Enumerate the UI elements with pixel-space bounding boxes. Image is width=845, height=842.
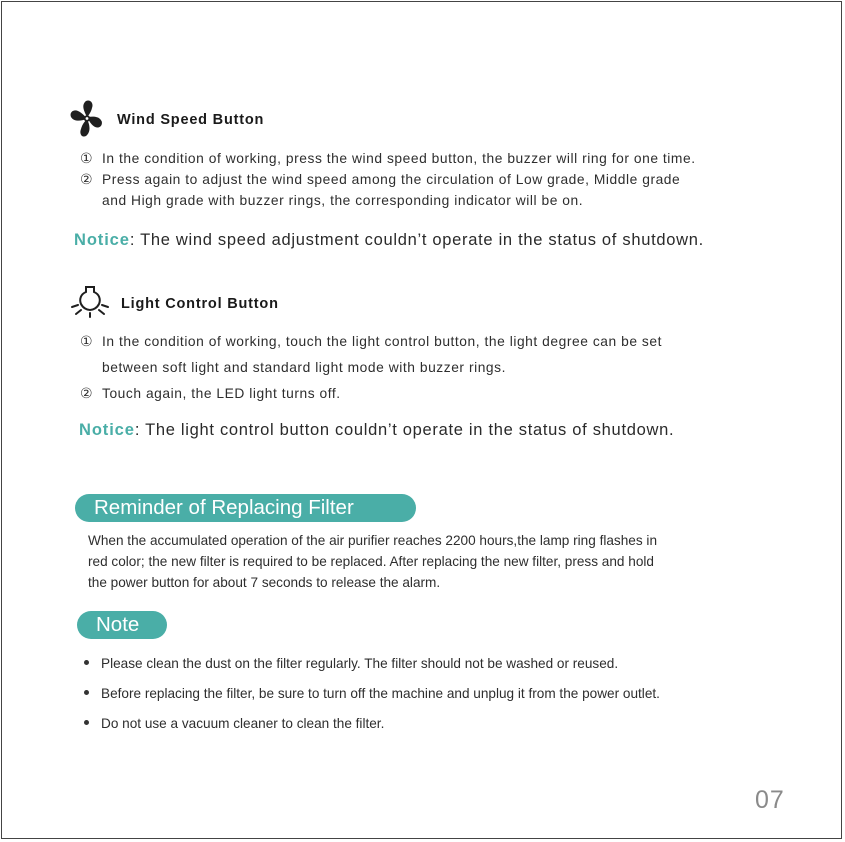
bullet-text: Do not use a vacuum cleaner to clean the filter. — [101, 716, 385, 731]
light-control-step-1-cont: between soft light and standard light mode with buzzer rings. — [102, 360, 506, 375]
wind-speed-notice — [74, 231, 704, 250]
notice-text: : The light control button couldn’t operate in the status of shutdown. — [134, 421, 675, 439]
step-number: ① — [80, 334, 94, 350]
step-text: In the condition of working, touch the light control button, the light degree can be set — [102, 334, 662, 349]
notice-label: Notice — [74, 231, 130, 249]
fan-icon — [67, 99, 107, 139]
note-bullet-item — [84, 656, 618, 671]
bullet-icon — [84, 720, 89, 725]
light-bulb-icon — [68, 283, 112, 323]
reminder-line: the power button for about 7 seconds to release the alarm. — [88, 575, 441, 590]
wind-speed-step-2-cont: and High grade with buzzer rings, the corresponding indicator will be on. — [102, 193, 584, 208]
reminder-line: red color; the new filter is required to be replaced. After replacing the new filter, press and hold — [88, 554, 654, 569]
step-number: ② — [80, 172, 94, 188]
bullet-icon — [84, 690, 89, 695]
wind-speed-title: Wind Speed Button — [117, 112, 265, 128]
reminder-line: When the accumulated operation of the air purifier reaches 2200 hours,the lamp ring flashes in — [88, 533, 657, 548]
light-control-step-1 — [80, 332, 662, 352]
bullet-text: Before replacing the filter, be sure to turn off the machine and unplug it from the power outlet. — [101, 686, 660, 701]
notice-text: : The wind speed adjustment couldn’t operate in the status of shutdown. — [129, 231, 704, 249]
page-number: 07 — [755, 786, 785, 814]
step-number: ① — [80, 151, 94, 167]
reminder-paragraph — [88, 530, 657, 593]
wind-speed-step-2 — [80, 170, 680, 190]
wind-speed-step-1 — [80, 149, 696, 169]
light-control-notice — [79, 421, 674, 440]
step-text: Press again to adjust the wind speed among the circulation of Low grade, Middle grade — [102, 172, 681, 187]
reminder-heading: Reminder of Replacing Filter — [75, 494, 416, 522]
bullet-text: Please clean the dust on the filter regularly. The filter should not be washed or reused. — [101, 656, 619, 671]
bullet-icon — [84, 660, 89, 665]
step-number: ② — [80, 386, 94, 402]
step-text: Touch again, the LED light turns off. — [102, 386, 341, 401]
step-text: In the condition of working, press the wind speed button, the buzzer will ring for one time. — [102, 151, 696, 166]
note-bullet-item — [84, 686, 660, 701]
note-heading: Note — [77, 611, 167, 639]
notice-label: Notice — [79, 421, 135, 439]
note-bullet-item — [84, 716, 384, 731]
light-control-step-2 — [80, 384, 341, 404]
light-control-title: Light Control Button — [121, 296, 279, 312]
